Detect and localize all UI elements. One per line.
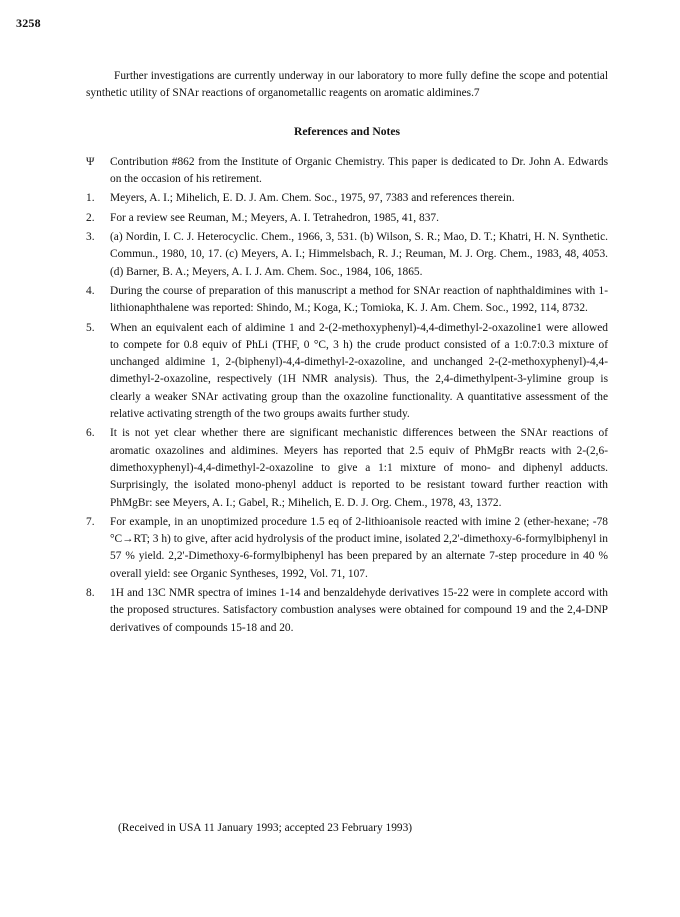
- reference-item: [86, 585, 608, 637]
- reference-marker: 6.: [86, 427, 95, 440]
- page-number: 3258: [16, 16, 41, 30]
- reference-item: [86, 320, 608, 424]
- reference-marker: 2.: [86, 211, 95, 224]
- reference-marker: 3.: [86, 231, 95, 244]
- reference-item: [86, 425, 608, 511]
- reference-item: [86, 229, 608, 281]
- reference-item: [86, 283, 608, 318]
- received-dates: (Received in USA 11 January 1993; accepted 23 February 1993): [118, 822, 413, 834]
- references-list: [86, 154, 608, 637]
- reference-marker: 1.: [86, 192, 95, 205]
- intro-paragraph: Further investigations are currently underway in our laboratory to more fully define the scope and potential synthetic utility of SNAr reactions of organometallic reagents on aromatic aldimines.7: [86, 70, 608, 100]
- reference-marker: 7.: [86, 515, 95, 528]
- reference-text: For a review see Reuman, M.; Meyers, A. I. Tetrahedron, 1985, 41, 837.: [110, 211, 439, 224]
- reference-marker: 5.: [86, 321, 95, 334]
- reference-text: (a) Nordin, I. C. J. Heterocyclic. Chem., 1966, 3, 531. (b) Wilson, S. R.; Mao, D. T.; Khatri, H. N. Synthetic. Commun., 1980, 10, 17. (c) Meyers, A. I.; Himmelsbach, R. J.; Reuman, M. J. Org. Chem., 1983, 48, 4053. (d) Barner, B. A.; Meyers, A. I. J. Am. Chem. Soc., 1984, 106, 1865.: [110, 231, 608, 278]
- reference-item: [86, 154, 608, 189]
- reference-text: Contribution #862 from the Institute of Organic Chemistry. This paper is dedicated to Dr. John A. Edwards on the occasion of his retirement.: [110, 155, 608, 186]
- page-body: [86, 68, 608, 637]
- reference-text: Meyers, A. I.; Mihelich, E. D. J. Am. Chem. Soc., 1975, 97, 7383 and references therein.: [110, 192, 515, 205]
- reference-marker: 8.: [86, 587, 95, 600]
- reference-item: [86, 190, 608, 207]
- reference-item: [86, 514, 608, 583]
- reference-text: During the course of preparation of this manuscript a method for SNAr reaction of naphthaldimines with 1-lithionaphthalene was reported: Shindo, M.; Koga, K.; Tomioka, K. J. Am. Chem. Soc., 1992, 114, 8732.: [110, 284, 608, 315]
- reference-text: When an equivalent each of aldimine 1 and 2-(2-methoxyphenyl)-4,4-dimethyl-2-oxazoline1 were allowed to compete for 0.8 equiv of PhLi (THF, 0 °C, 3 h) the crude product consisted of a 1:0.7:0.3 mixture of unchanged aldimine 1, 2-(biphenyl)-4,4-dimethyl-2-oxazoline, and unchanged 2-(2-methoxyphenyl)-4,4-dimethyl-2-oxazoline, respectively (1H NMR analysis). Thus, the 2,4-dimethylpent-3-ylimine group is clearly a weaker SNAr activating group than the oxazoline functionality. A quantitative assessment of the relative activating strength of the two groups awaits further study.: [110, 321, 608, 421]
- reference-text: 1H and 13C NMR spectra of imines 1-14 and benzaldehyde derivatives 15-22 were in complete accord with the proposed structures. Satisfactory combustion analyses were obtained for compound 19 and the 2,4-DNP derivatives of compounds 15-18 and 20.: [110, 587, 608, 634]
- reference-marker: Ψ: [86, 155, 95, 168]
- reference-marker: 4.: [86, 284, 95, 297]
- reference-item: [86, 210, 608, 227]
- references-heading: References and Notes: [293, 124, 401, 138]
- reference-text: For example, in an unoptimized procedure 1.5 eq of 2-lithioanisole reacted with imine 2 (ether-hexane; -78 °C→RT; 3 h) to give, after acid hydrolysis of the product imine, isolated 2,2'-dimethoxy-6-formylbiphenyl in 57 % yield. 2,2'-Dimethoxy-6-formylbiphenyl has been prepared by an alternate 7-step procedure in 40 % overall yield: see Organic Syntheses, 1992, Vol. 71, 107.: [110, 515, 608, 580]
- reference-text: It is not yet clear whether there are significant mechanistic differences between the SNAr reactions of aromatic oxazolines and aldimines. Meyers has reported that 2.5 equiv of PhMgBr reacts with 2-(2,6-dimethoxyphenyl)-4,4-dimethyl-2-oxazoline to give a 1:1 mixture of mono- and diphenyl adducts. Surprisingly, the isolated mono-phenyl adduct is reported to be resistant toward further reaction with PhMgBr: see Meyers, A. I.; Gabel, R.; Mihelich, E. D. J. Org. Chem., 1978, 43, 1372.: [110, 427, 608, 509]
